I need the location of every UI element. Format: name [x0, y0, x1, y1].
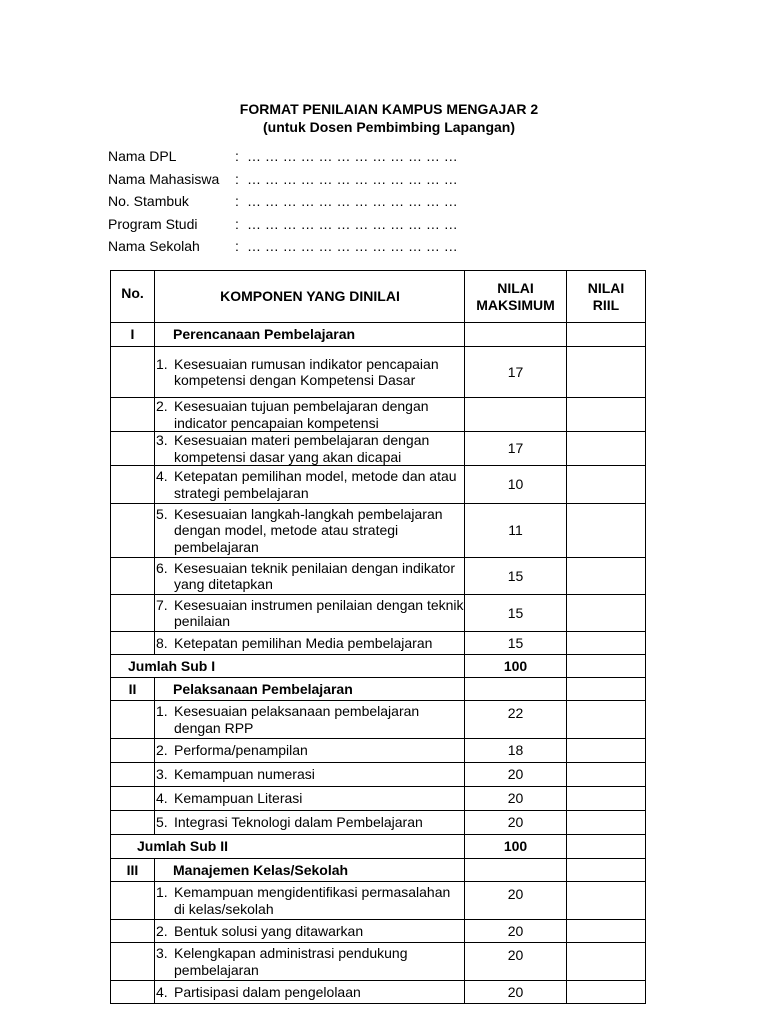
identity-label: Nama DPL	[108, 148, 177, 164]
section-title: Manajemen Kelas/Sekolah	[155, 859, 465, 882]
item-text: Partisipasi dalam pengelolaan	[174, 983, 361, 1000]
table-row	[111, 347, 646, 398]
identity-value-blank[interactable]: … … … … … … … … … … … …	[247, 238, 458, 254]
header-max-line1: NILAI	[497, 280, 534, 296]
table-row	[111, 432, 646, 466]
table-row	[111, 595, 646, 632]
item-number: 4.	[156, 468, 168, 484]
item-number: 4.	[156, 790, 168, 807]
row-no-cell	[111, 787, 155, 811]
table-row	[111, 558, 646, 595]
table-row	[111, 882, 646, 920]
item-number: 3.	[156, 432, 168, 448]
table-row	[111, 504, 646, 558]
item-number: 2.	[156, 742, 168, 759]
item-text: Ketepatan pemilihan Media pembelajaran	[174, 634, 433, 651]
row-no-cell	[111, 504, 155, 558]
real-score-cell[interactable]	[567, 347, 646, 398]
item-number: 7.	[156, 596, 168, 613]
identity-label: Program Studi	[108, 215, 198, 232]
row-no-cell	[111, 981, 155, 1004]
table-row	[111, 787, 646, 811]
row-no-cell	[111, 739, 155, 763]
table-row	[111, 811, 646, 835]
subtotal-real-cell[interactable]	[567, 655, 646, 678]
max-score-cell: 20	[465, 811, 567, 835]
row-no-cell	[111, 943, 155, 981]
real-score-cell[interactable]	[567, 811, 646, 835]
component-cell	[155, 398, 465, 432]
identity-label: Nama Sekolah	[108, 238, 200, 254]
header-no: No.	[111, 271, 155, 323]
component-cell	[155, 558, 465, 595]
table-row	[111, 398, 646, 432]
item-text: Ketepatan pemilihan model, metode dan atau strategi pembelajaran	[174, 468, 457, 501]
document-subtitle: (untuk Dosen Pembimbing Lapangan)	[262, 119, 515, 135]
real-score-cell[interactable]	[567, 398, 646, 432]
component-cell	[155, 595, 465, 632]
subtotal-row	[111, 655, 646, 678]
table-row	[111, 701, 646, 739]
max-score-cell: 20	[465, 920, 567, 943]
identity-colon: :	[235, 238, 239, 254]
section-max-cell	[465, 859, 567, 882]
row-no-cell	[111, 558, 155, 595]
table-row	[111, 943, 646, 981]
max-score-cell: 20	[465, 981, 567, 1004]
row-no-cell	[111, 920, 155, 943]
identity-value-blank[interactable]: … … … … … … … … … … … …	[247, 170, 458, 187]
item-number: 3.	[156, 766, 168, 783]
row-no-cell	[111, 632, 155, 655]
max-score-cell: 20	[465, 943, 567, 981]
item-number: 1.	[156, 355, 168, 372]
section-number: III	[111, 859, 155, 882]
component-cell	[155, 432, 465, 466]
row-no-cell	[111, 595, 155, 632]
item-text: Kesesuaian tujuan pembelajaran dengan indicator pencapaian kompetensi	[174, 398, 429, 431]
real-score-cell[interactable]	[567, 739, 646, 763]
subtotal-max: 100	[465, 655, 567, 678]
component-cell	[155, 920, 465, 943]
identity-row-nama-sekolah	[108, 235, 458, 258]
row-no-cell	[111, 811, 155, 835]
row-no-cell	[111, 763, 155, 787]
max-score-cell: 20	[465, 763, 567, 787]
item-text: Performa/penampilan	[174, 742, 308, 759]
max-score-cell: 15	[465, 595, 567, 632]
row-no-cell	[111, 432, 155, 466]
item-number: 3.	[156, 945, 168, 961]
item-number: 1.	[156, 703, 168, 719]
item-text: Integrasi Teknologi dalam Pembelajaran	[174, 814, 423, 831]
section-title: Perencanaan Pembelajaran	[155, 323, 465, 347]
subtotal-row	[111, 835, 646, 859]
component-cell	[155, 787, 465, 811]
item-number: 2.	[156, 398, 168, 414]
header-real-line1: NILAI	[587, 280, 625, 296]
identity-block	[108, 145, 458, 258]
max-score-cell: 18	[465, 739, 567, 763]
subtotal-max: 100	[465, 835, 567, 859]
section-row-manajemen	[111, 859, 646, 882]
item-number: 5.	[156, 814, 168, 831]
header-real-score	[567, 271, 646, 323]
item-text: Kemampuan Literasi	[174, 790, 303, 807]
identity-row-program-studi	[108, 213, 458, 236]
row-no-cell	[111, 398, 155, 432]
component-cell	[155, 943, 465, 981]
identity-row-no-stambuk	[108, 190, 458, 213]
max-score-cell: 10	[465, 466, 567, 504]
identity-row-nama-dpl	[108, 145, 458, 168]
identity-value-blank[interactable]: … … … … … … … … … … … …	[247, 193, 458, 209]
item-text: Kesesuaian materi pembelajaran dengan kompetensi dasar yang akan dicapai	[174, 432, 430, 465]
row-no-cell	[111, 882, 155, 920]
identity-value-blank[interactable]: … … … … … … … … … … … …	[247, 215, 458, 232]
subtotal-real-cell[interactable]	[567, 835, 646, 859]
section-max-cell	[465, 678, 567, 701]
max-score-cell	[465, 398, 567, 432]
item-text: Kesesuaian teknik penilaian dengan indikator yang ditetapkan	[174, 559, 455, 592]
item-number: 5.	[156, 505, 168, 522]
section-max-cell	[465, 323, 567, 347]
max-score-cell: 15	[465, 632, 567, 655]
item-text: Kesesuaian langkah-langkah pembelajaran dengan model, metode atau strategi pembelajaran	[174, 505, 443, 555]
max-score-cell: 20	[465, 787, 567, 811]
section-number: II	[111, 678, 155, 701]
item-text: Kesesuaian pelaksanaan pembelajaran dengan RPP	[174, 703, 420, 736]
identity-colon: :	[235, 170, 239, 187]
identity-label: Nama Mahasiswa	[108, 170, 220, 187]
table-row	[111, 763, 646, 787]
item-number: 8.	[156, 634, 168, 651]
section-real-cell[interactable]	[567, 859, 646, 882]
max-score-cell: 20	[465, 882, 567, 920]
item-number: 1.	[156, 884, 168, 900]
real-score-cell[interactable]	[567, 466, 646, 504]
identity-colon: :	[235, 215, 239, 232]
component-cell	[155, 763, 465, 787]
real-score-cell[interactable]	[567, 763, 646, 787]
row-no-cell	[111, 347, 155, 398]
section-real-cell[interactable]	[567, 323, 646, 347]
assessment-table	[110, 270, 646, 1004]
item-text: Kemampuan numerasi	[174, 766, 315, 783]
real-score-cell[interactable]	[567, 920, 646, 943]
section-row-perencanaan	[111, 323, 646, 347]
item-text: Bentuk solusi yang ditawarkan	[174, 922, 364, 939]
header-max-score	[465, 271, 567, 323]
section-title: Pelaksanaan Pembelajaran	[155, 678, 465, 701]
item-text: Kemampuan mengidentifikasi permasalahan di kelas/sekolah	[174, 884, 451, 917]
real-score-cell[interactable]	[567, 595, 646, 632]
component-cell	[155, 632, 465, 655]
item-text: Kesesuaian instrumen penilaian dengan teknik penilaian	[174, 596, 464, 629]
max-score-cell: 15	[465, 558, 567, 595]
row-no-cell	[111, 701, 155, 739]
component-cell	[155, 347, 465, 398]
real-score-cell[interactable]	[567, 943, 646, 981]
real-score-cell[interactable]	[567, 432, 646, 466]
table-row	[111, 739, 646, 763]
item-number: 4.	[156, 983, 168, 1000]
component-cell	[155, 701, 465, 739]
item-text: Kesesuaian rumusan indikator pencapaian kompetensi dengan Kompetensi Dasar	[174, 355, 439, 388]
header-real-line2: RIIL	[592, 296, 620, 313]
table-row	[111, 920, 646, 943]
real-score-cell[interactable]	[567, 558, 646, 595]
identity-label: No. Stambuk	[108, 193, 189, 209]
subtotal-label: Jumlah Sub II	[111, 835, 465, 859]
section-real-cell[interactable]	[567, 678, 646, 701]
table-header-row	[111, 271, 646, 323]
real-score-cell[interactable]	[567, 701, 646, 739]
table-row	[111, 466, 646, 504]
identity-colon: :	[235, 193, 239, 209]
real-score-cell[interactable]	[567, 504, 646, 558]
header-max-line2: MAKSIMUM	[476, 296, 555, 313]
identity-value-blank[interactable]: … … … … … … … … … … … …	[247, 148, 458, 164]
component-cell	[155, 504, 465, 558]
document-title: FORMAT PENILAIAN KAMPUS MENGAJAR 2	[239, 101, 539, 117]
table-row	[111, 632, 646, 655]
identity-colon: :	[235, 148, 239, 164]
max-score-cell: 11	[465, 504, 567, 558]
item-number: 2.	[156, 922, 168, 939]
header-component: KOMPONEN YANG DINILAI	[155, 271, 465, 323]
section-row-pelaksanaan	[111, 678, 646, 701]
max-score-cell: 17	[465, 347, 567, 398]
table-row	[111, 981, 646, 1004]
component-cell	[155, 811, 465, 835]
max-score-cell: 22	[465, 701, 567, 739]
subtotal-label: Jumlah Sub I	[111, 655, 465, 678]
max-score-cell: 17	[465, 432, 567, 466]
real-score-cell[interactable]	[567, 882, 646, 920]
real-score-cell[interactable]	[567, 787, 646, 811]
section-number: I	[111, 323, 155, 347]
component-cell	[155, 739, 465, 763]
row-no-cell	[111, 466, 155, 504]
component-cell	[155, 466, 465, 504]
component-cell	[155, 981, 465, 1004]
real-score-cell[interactable]	[567, 632, 646, 655]
item-number: 6.	[156, 559, 168, 576]
item-text: Kelengkapan administrasi pendukung pembelajaran	[174, 945, 408, 978]
identity-row-nama-mahasiswa	[108, 168, 458, 191]
real-score-cell[interactable]	[567, 981, 646, 1004]
component-cell	[155, 882, 465, 920]
